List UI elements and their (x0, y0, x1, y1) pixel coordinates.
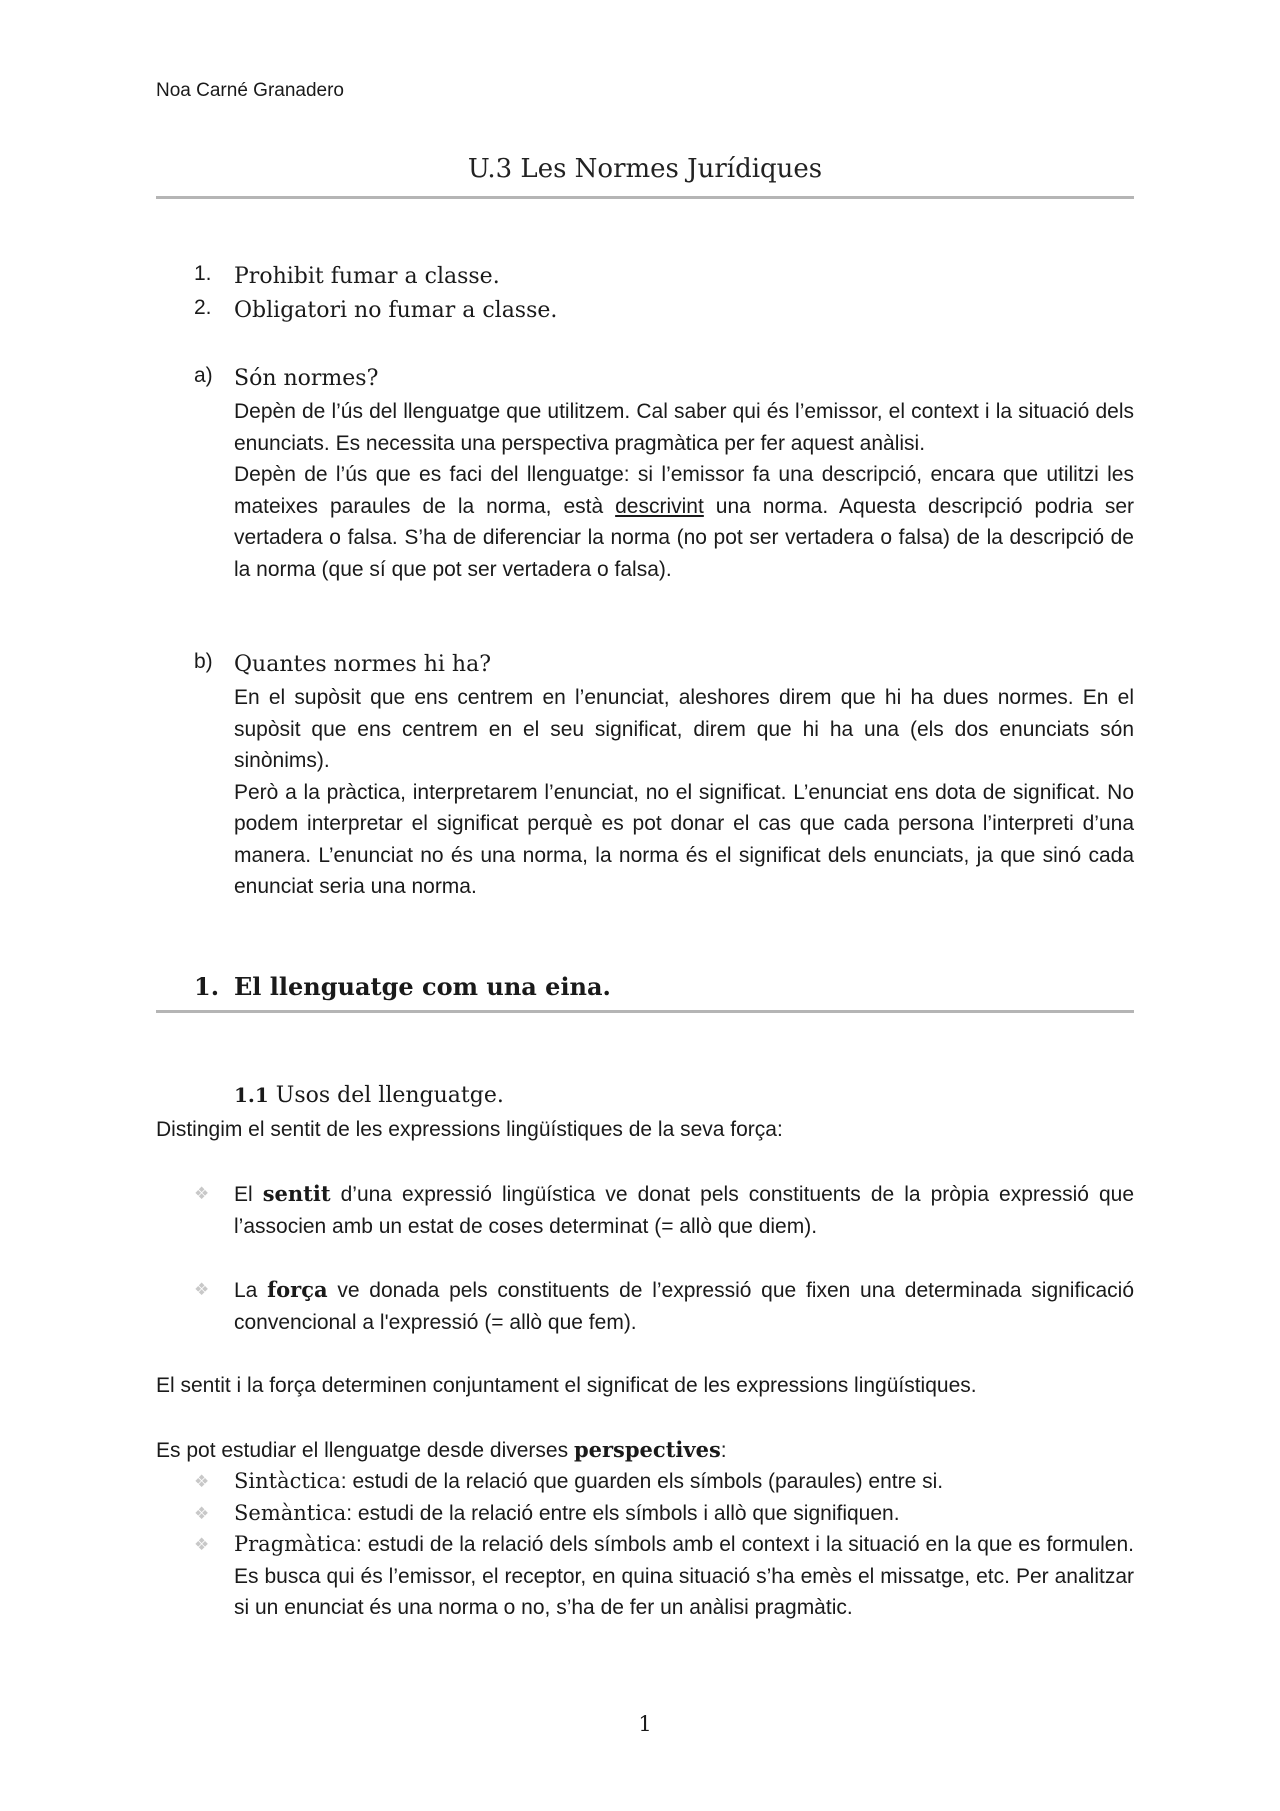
list-marker: 2. (194, 296, 212, 319)
list-item (156, 260, 1134, 294)
list-item (156, 1466, 1134, 1498)
question-a-paragraph-2 (234, 459, 1134, 585)
text-span: Es pot estudiar el llenguatge desde diverses (156, 1439, 574, 1462)
question-title: Quantes normes hi ha? (234, 652, 492, 677)
intro-text: Distingim el sentit de les expressions lingüístiques de la seva força: (156, 1118, 783, 1141)
concept-term: sentit (262, 1181, 331, 1206)
diamond-bullet-icon: ❖ (194, 1280, 210, 1299)
list-item (156, 1274, 1134, 1338)
text-span: : estudi de la relació que guarden els símbols (paraules) entre si. (340, 1470, 944, 1493)
perspective-term: Sintàctica (234, 1469, 341, 1493)
text-span: ve donada pels constituents de l’expressió que fixen una determinada significació convencional a l'expressió (= allò que fem). (234, 1279, 1134, 1334)
question-marker: b) (194, 650, 213, 673)
perspectives-term: perspectives (573, 1437, 721, 1462)
underlined-term: descrivint (615, 494, 704, 518)
perspectives-list (156, 1466, 1134, 1624)
diamond-bullet-icon: ❖ (194, 1503, 210, 1523)
subsection-heading (156, 1078, 1134, 1113)
question-a (156, 362, 1134, 585)
subsection-title (234, 1078, 1134, 1113)
page-number: 1 (638, 1712, 652, 1736)
text-span: Depèn de l’ús que es faci del llenguatge: si l’emissor fa una descripció, encara que utilitzi les mateixes paraules de la norma, està (234, 463, 1134, 518)
question-marker: a) (194, 364, 213, 387)
header-author: Noa Carné Granadero (156, 80, 344, 101)
title-divider (156, 196, 1134, 199)
concept-list (156, 1178, 1134, 1338)
perspective-text (234, 1498, 1134, 1530)
text-span: d’una expressió lingüística ve donat pels constituents de la pròpia expressió que l’associen amb un estat de coses determinat (= allò que diem). (234, 1183, 1134, 1238)
list-item (156, 1529, 1134, 1624)
concept-text (234, 1274, 1134, 1338)
summary-text: El sentit i la força determinen conjuntament el significat de les expressions lingüístiques. (156, 1374, 977, 1397)
text-span: : (720, 1439, 727, 1462)
list-item (156, 1498, 1134, 1530)
question-b (156, 648, 1134, 903)
text-span: El (234, 1183, 263, 1206)
section-title: El llenguatge com una eina. (234, 972, 611, 1001)
diamond-bullet-icon: ❖ (194, 1535, 210, 1554)
section-divider (156, 1010, 1134, 1013)
question-b-paragraph-2: Però a la pràctica, interpretarem l’enunciat, no el significat. L’enunciat ens dota de significat. No podem interpretar el significat perquè es pot donar el cas que cada persona l’interpreti d’una manera. L’enunciat no és una norma, la norma és el significat dels enunciats, ja que sinó cada enunciat seria una norma. (234, 780, 1134, 898)
question-b-paragraph-1: En el supòsit que ens centrem en l’enunciat, aleshores direm que hi ha dues normes. En el supòsit que ens centrem en el seu significat, direm que hi ha una (els dos enunciats són sinònims). (234, 686, 1134, 772)
section-number: 1. (194, 972, 220, 1001)
concept-term: força (267, 1277, 328, 1302)
section-heading (156, 972, 1134, 1001)
perspective-text (234, 1529, 1134, 1624)
perspectives-intro (156, 1434, 1134, 1467)
list-item (156, 294, 1134, 328)
text-span: La (234, 1279, 268, 1302)
subsection-label: Usos del llenguatge. (275, 1083, 504, 1108)
document-title: U.3 Les Normes Jurídiques (467, 154, 823, 184)
list-marker: 1. (194, 262, 212, 285)
diamond-bullet-icon: ❖ (194, 1184, 210, 1203)
question-a-paragraph-1: Depèn de l’ús del llenguatge que utilitzem. Cal saber qui és l’emissor, el context i la situació dels enunciats. Es necessita una perspectiva pragmàtica per fer aquest anàlisi. (234, 400, 1134, 455)
perspective-text (234, 1466, 1134, 1498)
perspective-term: Semàntica (234, 1500, 347, 1525)
question-title: Són normes? (234, 366, 379, 391)
subsection-number: 1.1 (234, 1083, 269, 1107)
statement-text: Prohibit fumar a classe. (234, 264, 500, 289)
list-item (156, 1178, 1134, 1242)
perspective-term: Pragmàtica (234, 1532, 357, 1556)
concept-text (234, 1178, 1134, 1242)
text-span: : estudi de la relació entre els símbols i allò que signifiquen. (346, 1501, 900, 1525)
statement-list (156, 260, 1134, 328)
diamond-bullet-icon: ❖ (194, 1472, 210, 1491)
text-span: : estudi de la relació dels símbols amb el context i la situació en la que es formulen. Es busca qui és l’emissor, el receptor, en quina situació s’ha emès el missatge, etc. Per analitzar si un enunciat és una norma o no, s’ha de fer un anàlisi pragmàtic. (234, 1533, 1134, 1619)
text-span: una norma. Aquesta descripció podria ser vertadera o falsa. S’ha de diferenciar la norma (no pot ser vertadera o falsa) de la descripció de la norma (que sí que pot ser vertadera o falsa). (234, 494, 1134, 581)
statement-text: Obligatori no fumar a classe. (234, 298, 558, 323)
